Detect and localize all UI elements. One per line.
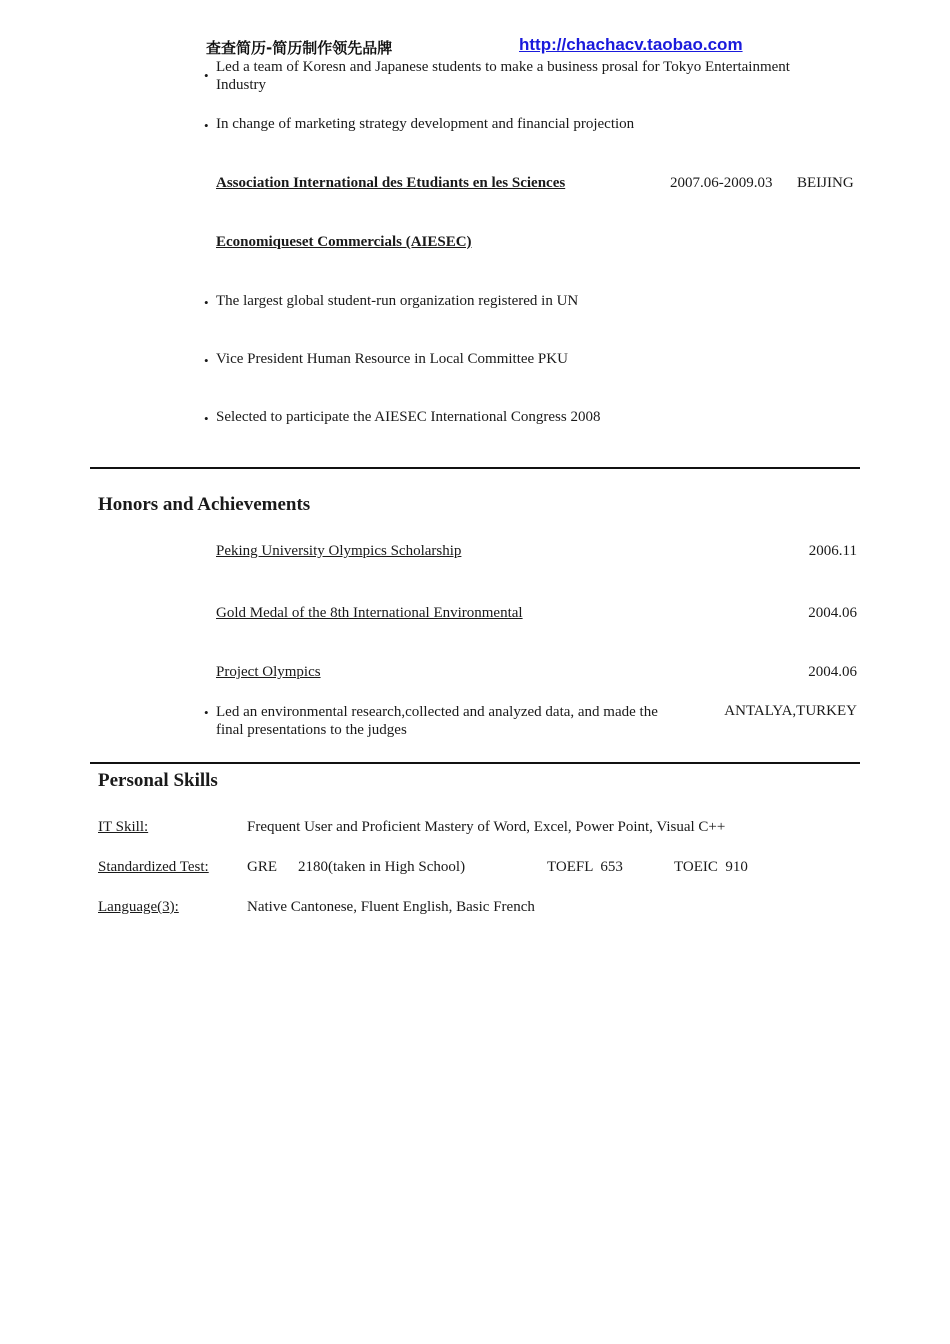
test-label: Standardized Test: <box>98 859 209 875</box>
honor-location: ANTALYA,TURKEY <box>724 703 857 719</box>
experience-bullet: Led a team of Koresn and Japanese students to make a business prosal for Tokyo Entertainment Industry <box>216 59 790 93</box>
honor-bullet: Led an environmental research,collected and analyzed data, and made the final presentations to the judges <box>216 704 658 738</box>
section-divider <box>90 762 860 764</box>
bullet-icon: • <box>204 118 209 133</box>
section-divider <box>90 467 860 469</box>
honors-heading: Honors and Achievements <box>98 494 311 515</box>
org-dates: 2007.06-2009.03 <box>670 175 773 191</box>
bullet-icon: • <box>204 705 209 720</box>
skills-heading: Personal Skills <box>98 770 218 791</box>
honor-name: Project Olympics <box>216 664 321 680</box>
header-url-link[interactable]: http://chachacv.taobao.com <box>519 35 743 54</box>
language-value: Native Cantonese, Fluent English, Basic French <box>247 899 535 915</box>
honor-name: Peking University Olympics Scholarship <box>216 543 462 559</box>
org-name-line1: Association International des Etudiants en les Sciences <box>216 175 566 191</box>
toeic-score: TOEIC 910 <box>674 859 748 875</box>
honor-name: Gold Medal of the 8th International Environmental <box>216 605 523 621</box>
honor-date: 2004.06 <box>808 664 857 680</box>
org-name-line2: Economiqueset Commercials (AIESEC) <box>216 234 472 250</box>
brand-title: 查查简历-简历制作领先品牌 <box>206 39 393 57</box>
bullet-icon: • <box>204 411 209 426</box>
honor-date: 2004.06 <box>808 605 857 621</box>
honor-date: 2006.11 <box>808 543 857 559</box>
bullet-icon: • <box>204 68 209 83</box>
org-location: BEIJING <box>797 175 854 191</box>
aiesec-bullet: Vice President Human Resource in Local Committee PKU <box>216 351 568 367</box>
language-label: Language(3): <box>98 899 179 915</box>
toefl-score: TOEFL 653 <box>547 859 623 875</box>
bullet-icon: • <box>204 295 209 310</box>
it-skill-label: IT Skill: <box>98 819 149 835</box>
gre-label: GRE <box>247 859 277 875</box>
bullet-icon: • <box>204 353 209 368</box>
gre-score: 2180(taken in High School) <box>298 859 466 875</box>
aiesec-bullet: The largest global student-run organization registered in UN <box>216 293 579 309</box>
it-skill-value: Frequent User and Proficient Mastery of Word, Excel, Power Point, Visual C++ <box>247 819 726 835</box>
experience-bullet: In change of marketing strategy development and financial projection <box>216 116 635 132</box>
aiesec-bullet: Selected to participate the AIESEC International Congress 2008 <box>216 409 601 425</box>
